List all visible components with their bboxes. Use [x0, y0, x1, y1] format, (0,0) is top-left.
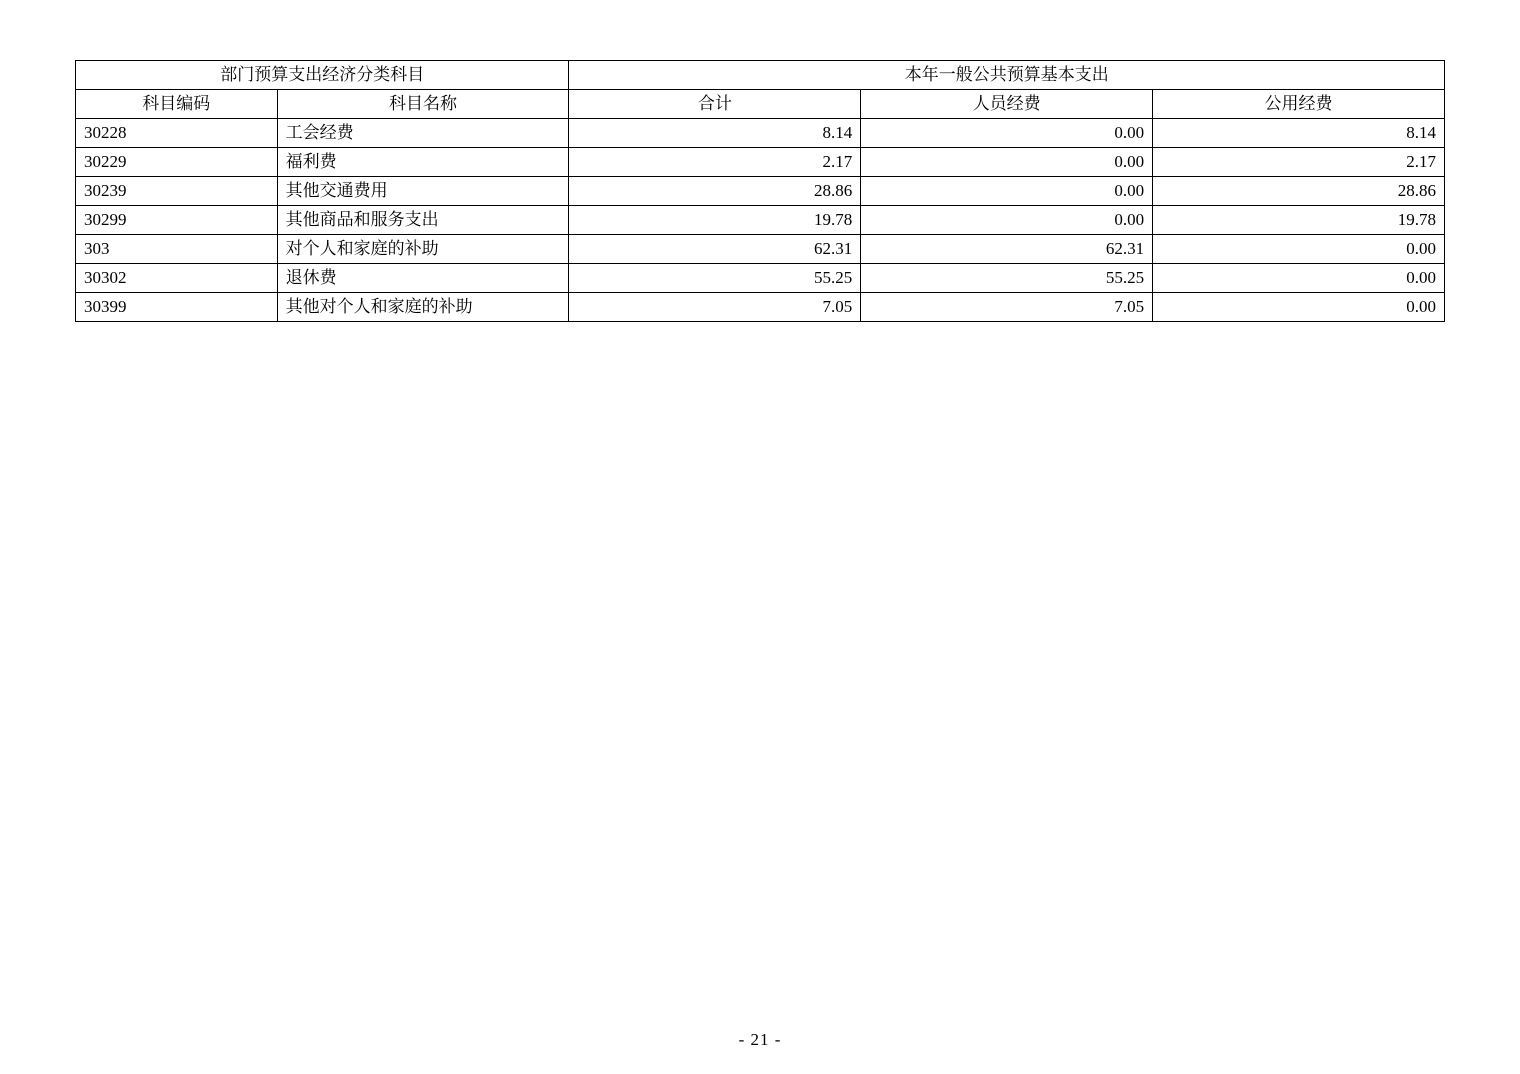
cell-code: 303: [76, 235, 278, 264]
cell-public: 0.00: [1153, 235, 1445, 264]
cell-name: 退休费: [277, 264, 569, 293]
table-row: [76, 235, 1445, 264]
cell-name: 工会经费: [277, 119, 569, 148]
table-header: [76, 61, 1445, 119]
cell-total: 28.86: [569, 177, 861, 206]
cell-personnel: 7.05: [861, 293, 1153, 322]
column-header-name: 科目名称: [277, 90, 569, 119]
cell-total: 8.14: [569, 119, 861, 148]
cell-name: 其他交通费用: [277, 177, 569, 206]
table-column-header-row: [76, 90, 1445, 119]
cell-personnel: 0.00: [861, 206, 1153, 235]
cell-total: 55.25: [569, 264, 861, 293]
cell-total: 62.31: [569, 235, 861, 264]
cell-personnel: 0.00: [861, 119, 1153, 148]
column-header-total: 合计: [569, 90, 861, 119]
group-header-general-public-budget: 本年一般公共预算基本支出: [569, 61, 1445, 90]
cell-name: 其他对个人和家庭的补助: [277, 293, 569, 322]
budget-table-container: [75, 60, 1445, 322]
cell-name: 其他商品和服务支出: [277, 206, 569, 235]
cell-public: 8.14: [1153, 119, 1445, 148]
cell-name: 福利费: [277, 148, 569, 177]
table-row: [76, 177, 1445, 206]
cell-total: 7.05: [569, 293, 861, 322]
cell-code: 30239: [76, 177, 278, 206]
cell-code: 30299: [76, 206, 278, 235]
cell-personnel: 0.00: [861, 177, 1153, 206]
page-number: - 21 -: [738, 1030, 782, 1049]
cell-public: 19.78: [1153, 206, 1445, 235]
table-row: [76, 148, 1445, 177]
cell-public: 0.00: [1153, 293, 1445, 322]
cell-code: 30228: [76, 119, 278, 148]
column-header-public: 公用经费: [1153, 90, 1445, 119]
table-row: [76, 206, 1445, 235]
cell-code: 30302: [76, 264, 278, 293]
cell-personnel: 0.00: [861, 148, 1153, 177]
cell-personnel: 55.25: [861, 264, 1153, 293]
group-header-budget-subject: 部门预算支出经济分类科目: [76, 61, 569, 90]
table-row: [76, 119, 1445, 148]
cell-code: 30229: [76, 148, 278, 177]
cell-name: 对个人和家庭的补助: [277, 235, 569, 264]
table-body: [76, 119, 1445, 322]
cell-code: 30399: [76, 293, 278, 322]
table-group-header-row: [76, 61, 1445, 90]
column-header-code: 科目编码: [76, 90, 278, 119]
cell-total: 2.17: [569, 148, 861, 177]
column-header-personnel: 人员经费: [861, 90, 1153, 119]
budget-table: [75, 60, 1445, 322]
cell-public: 2.17: [1153, 148, 1445, 177]
cell-personnel: 62.31: [861, 235, 1153, 264]
table-row: [76, 293, 1445, 322]
cell-public: 28.86: [1153, 177, 1445, 206]
table-row: [76, 264, 1445, 293]
cell-public: 0.00: [1153, 264, 1445, 293]
cell-total: 19.78: [569, 206, 861, 235]
